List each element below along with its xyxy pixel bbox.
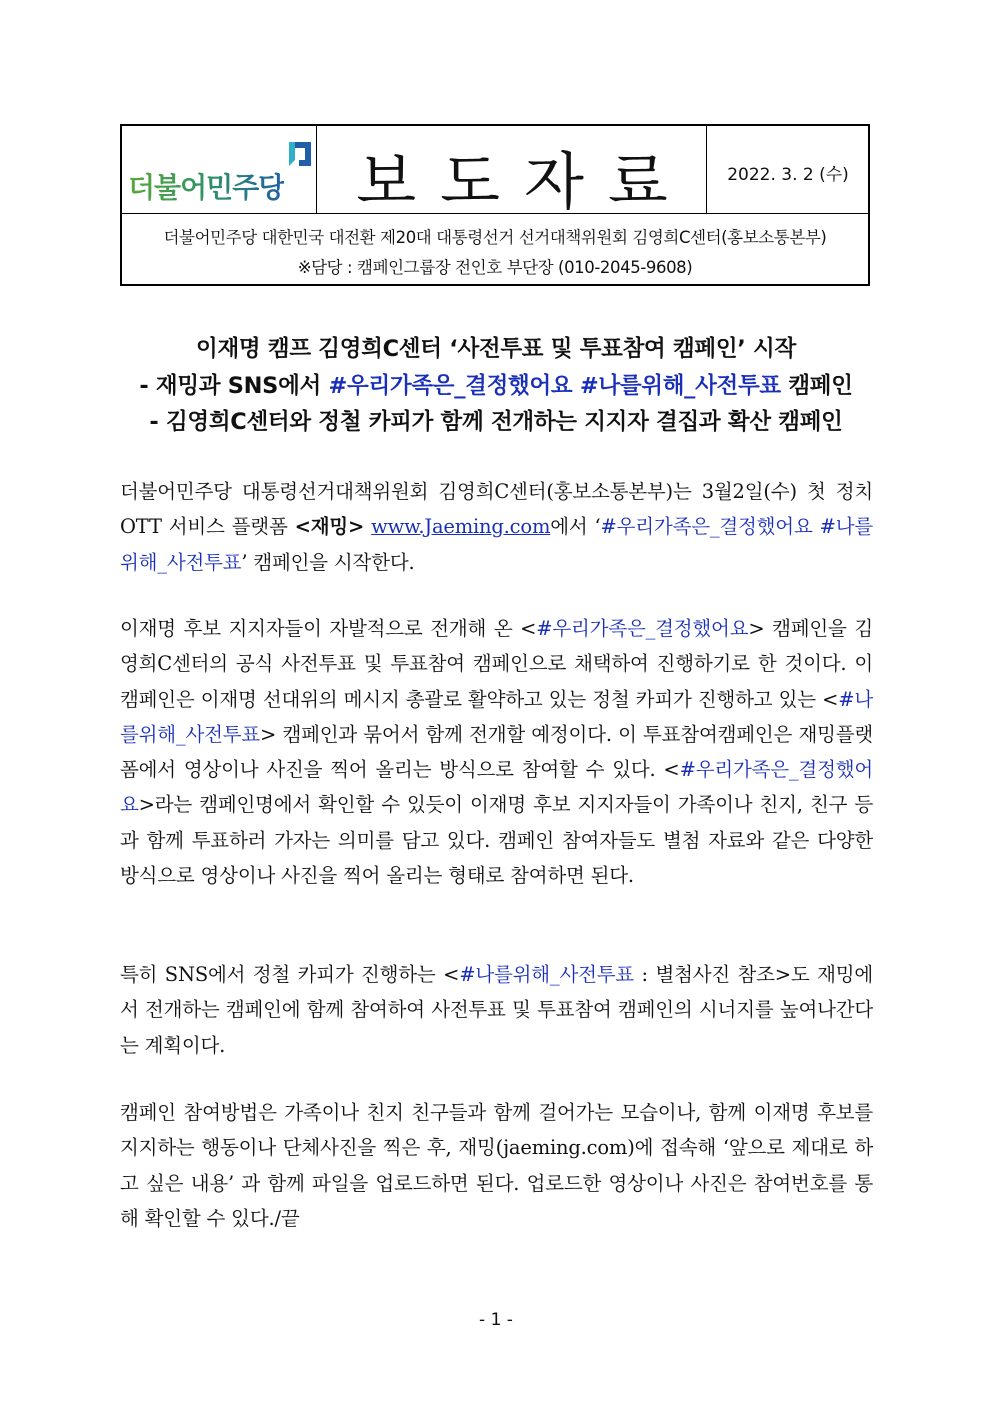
paragraph-3: [120, 957, 873, 1063]
sub-headline-1-hashtags: #우리가족은_결정했어요 #나를위해_사전투표: [328, 373, 781, 399]
p3-hashtag: #나를위해_사전투표: [459, 963, 635, 986]
press-release-header: [120, 124, 870, 286]
paragraph-2: [120, 611, 873, 893]
p2-hashtag-2: #나를위해_사전투표: [120, 687, 873, 746]
title-cell: [318, 126, 707, 218]
sub-headline-1-suffix: 캠페인: [780, 373, 853, 399]
date-cell: [708, 126, 868, 213]
jaeming-link[interactable]: www.Jaeming.com: [371, 515, 551, 539]
p2-text-c: > 캠페인과 묶어서 함께 전개할 예정이다. 이 투표참여캠페인은 재밍플랫폼에서 영상이나 사진을 찍어 올리는 방식으로 참여할 수 있다. <: [120, 722, 873, 782]
p3-text-a: 특히 SNS에서 정철 카피가 진행하는 <: [120, 963, 460, 986]
contact-line: ※담당 : 캠페인그룹장 전인호 부단장 (010-2045-9608): [297, 258, 693, 277]
p2-hashtag-1: #우리가족은_결정했어요: [536, 617, 749, 640]
p2-hashtag-3: #우리가족은_결정했어요: [120, 758, 873, 817]
p2-text-b: > 캠페인을 김영희C센터의 공식 사전투표 및 투표참여 캠페인으로 채택하여 진행하기로 한 것이다. 이 캠페인은 이재명 선대위의 메시지 총괄로 활약하고 있는 정철 카피가 진행하고 있는 <: [120, 617, 873, 711]
p2-text-d: >라는 캠페인명에서 확인할 수 있듯이 이재명 후보 지지자들이 가족이나 친지, 친구 등과 함께 투표하러 가자는 의미를 담고 있다. 캠페인 참여자들도 별첨 자료와 같은 다양한 방식으로 영상이나 사진을 찍어 올리는 형태로 참여하면 된다.: [120, 793, 873, 888]
party-logo-text: 더불어민주당: [128, 166, 284, 206]
p1-text-b: 에서 ‘: [550, 515, 601, 539]
p2-text-a: 이재명 후보 지지자들이 자발적으로 전개해 온 <: [120, 617, 537, 640]
page-number: - 1 -: [479, 1310, 513, 1330]
p1-hashtags: #우리가족은_결정했어요 #나를위해_사전투표: [120, 515, 873, 574]
p1-text-a: 더불어민주당 대통령선거대책위원회 김영희C센터(홍보소통본부)는 3월2일(수) 첫 정치OTT 서비스 플랫폼: [120, 480, 873, 539]
release-date: 2022. 3. 2 (수): [727, 165, 849, 185]
paragraph-4: 캠페인 참여방법은 가족이나 친지 친구들과 함께 걸어가는 모습이나, 함께 이재명 후보를 지지하는 행동이나 단체사진을 찍은 후, 재밍(jaeming.com)에 접속해 ‘앞으로 제대로 하고 싶은 내용’ 과 함께 파일을 업로드하면 된다. 업로드한 영상이나 사진은 참여번호를 통해 확인할 수 있다./끝: [120, 1101, 873, 1230]
header-top-row: [122, 126, 868, 218]
main-headline: 이재명 캠프 김영희C센터 ‘사전투표 및 투표참여 캠페인’ 시작: [196, 336, 796, 362]
party-logo-icon: [283, 140, 313, 170]
sub-headline-1-prefix: - 재밍과 SNS에서: [139, 373, 329, 399]
logo-cell: [122, 126, 317, 213]
organization-line: 더불어민주당 대한민국 대전환 제20대 대통령선거 선거대책위원회 김영희C센터(홍보소통본부): [163, 228, 827, 247]
p1-text-c: ’ 캠페인을 시작한다.: [241, 550, 415, 574]
sub-headline-1: [60, 368, 932, 400]
p3-text-b: : 별첨사진 참조>도 재밍에서 전개하는 캠페인에 함께 참여하여 사전투표 및 투표참여 캠페인의 시너지를 높여나간다는 계획이다.: [120, 963, 874, 1057]
sub-headline-2: - 김영희C센터와 정철 카피가 함께 전개하는 지지자 결집과 확산 캠페인: [149, 409, 843, 435]
p1-platform: <재밍>: [294, 515, 365, 539]
paragraph-1: [120, 474, 873, 580]
press-release-title: 보도자료: [356, 145, 692, 218]
